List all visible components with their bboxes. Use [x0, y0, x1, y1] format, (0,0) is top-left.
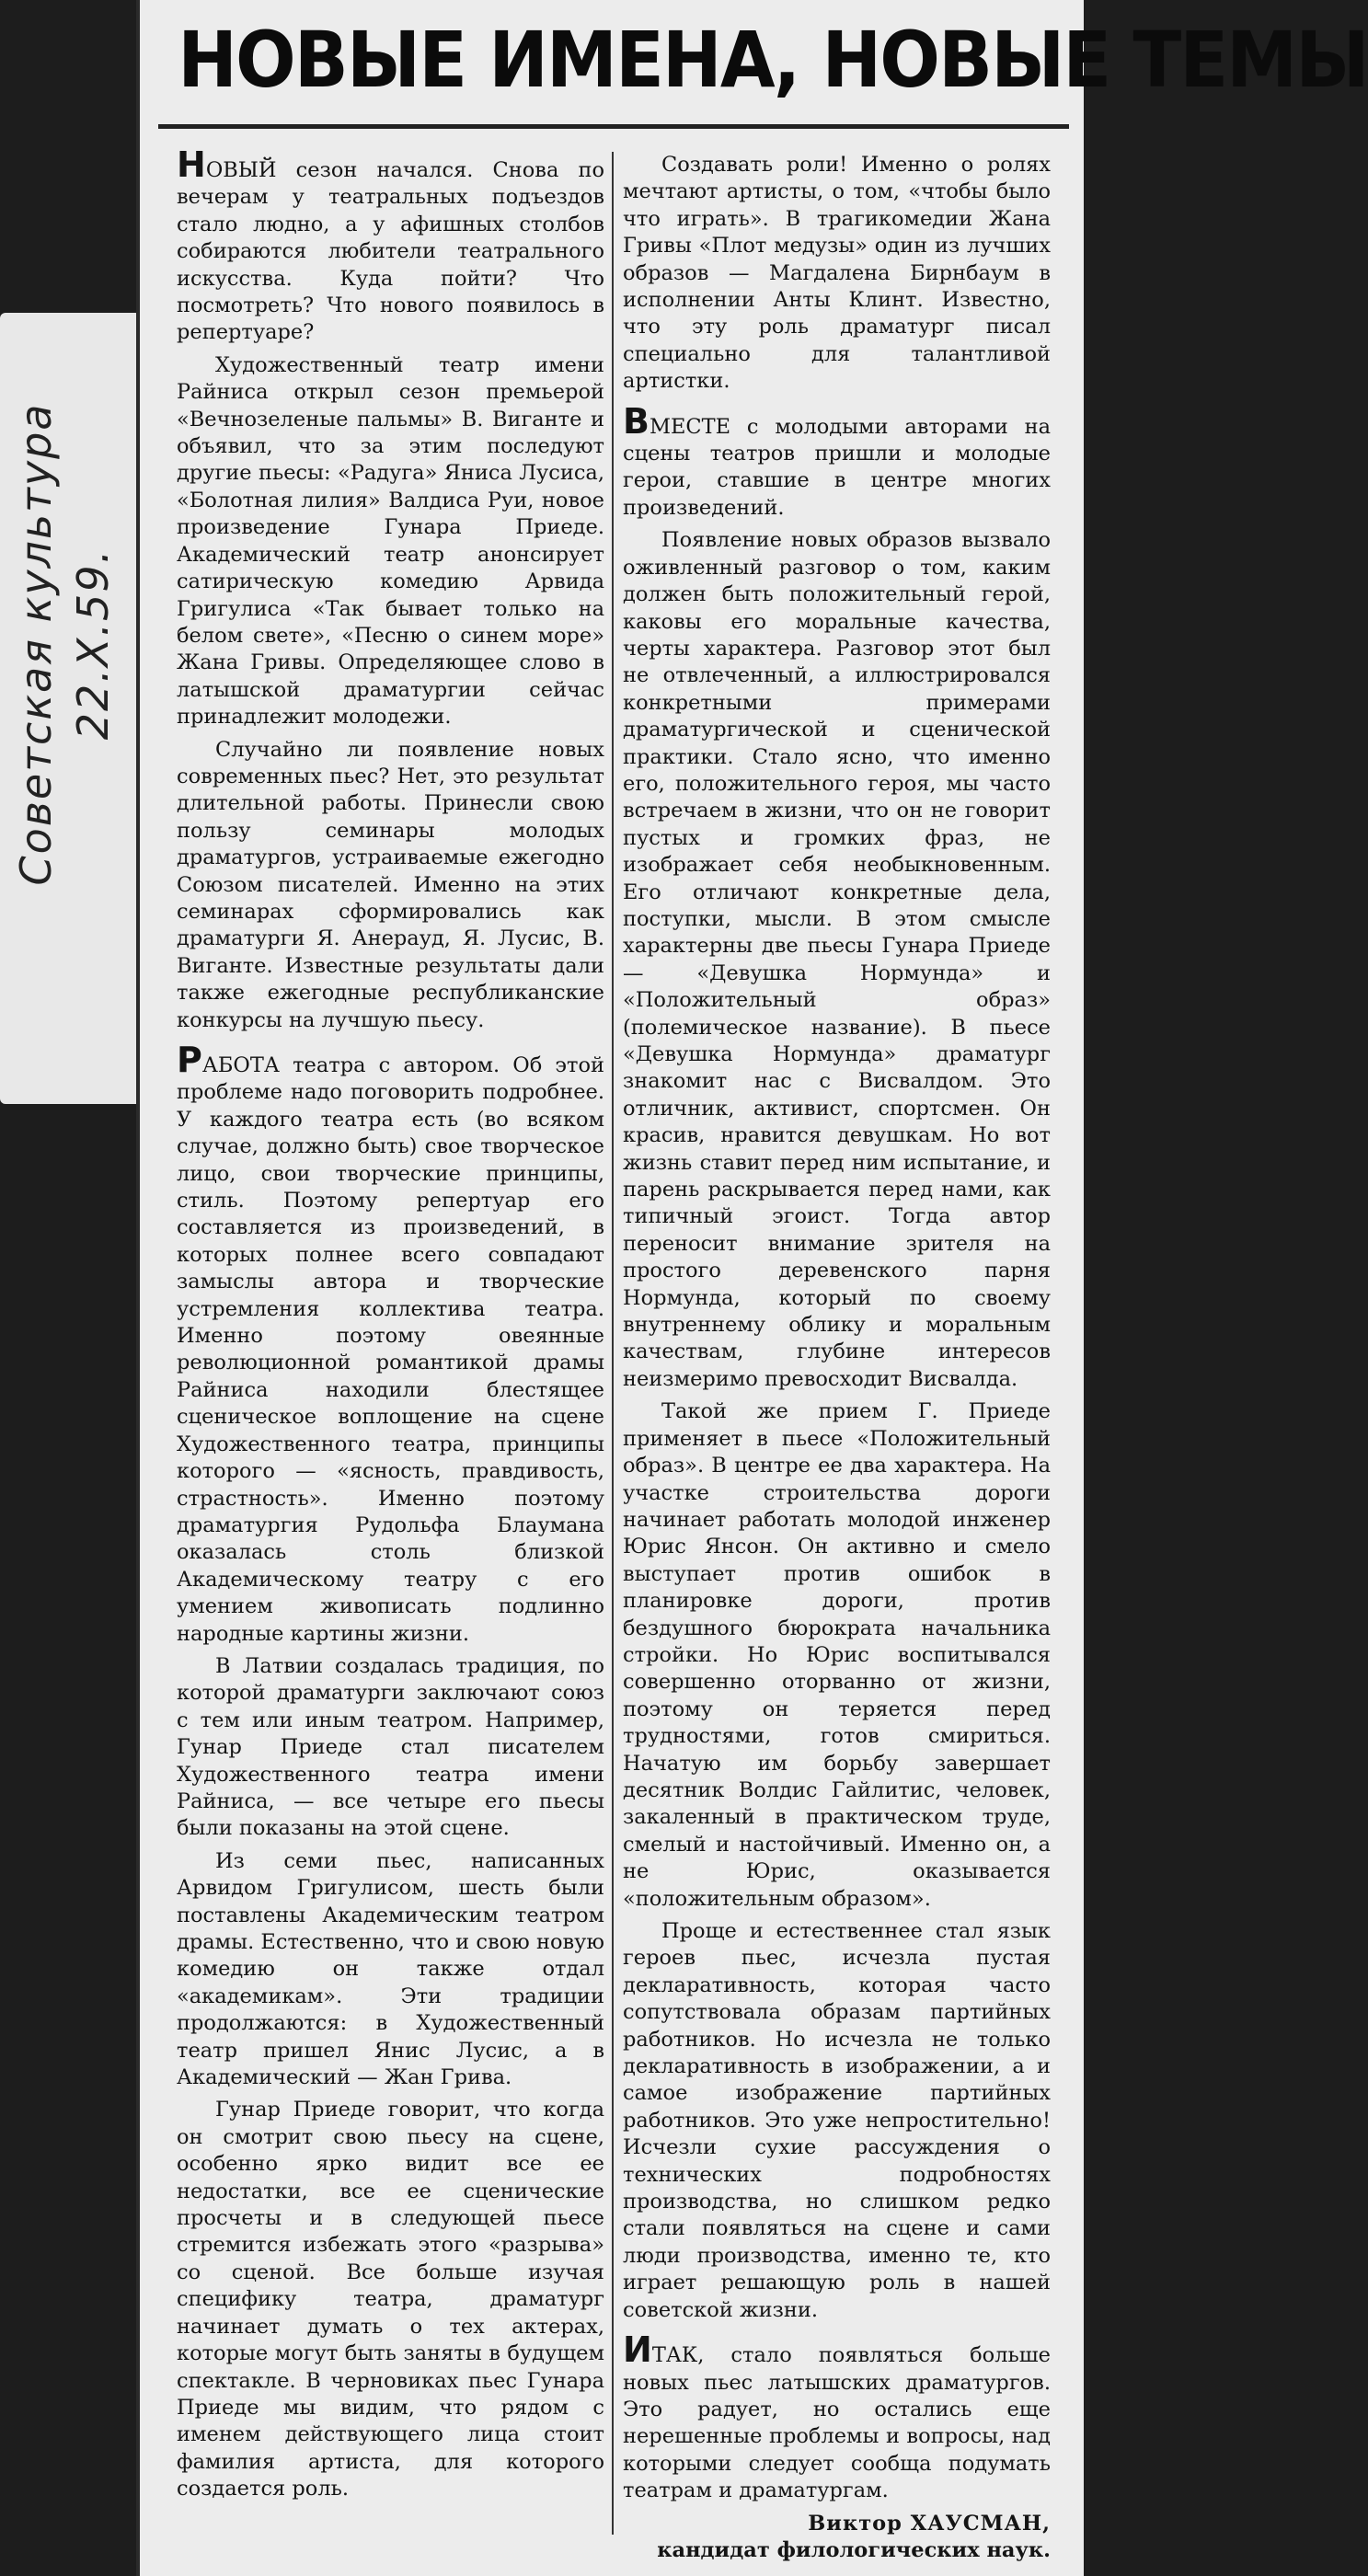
- annotation-line-2: 22.X.59.: [68, 547, 118, 741]
- annotation-line-1: Советская культура: [11, 402, 61, 886]
- article-paragraph: Гунар Приеде говорит, что когда он смотрит свою пьесу на сцене, особенно ярко видит все ее недостатки, все ее сценические просчеты и в следующей пьесе стремится избежать этого «разрыва» со сценой. Все больше изучая специфику театра, драматург начинает думать о тех актерах, которые могут быть заняты в будущем спектакле. В черновиках пьес Гунара Приеде мы видим, что рядом с именем действующего лица стоит фамилия артиста, для которого создается роль.: [177, 2098, 604, 2501]
- article-paragraph: ИТАК, стало появляться больше новых пьес латышских драматургов. Это радует, но остались еще нерешенные проблемы и вопросы, над которыми следует сообща подумать театрам и драматургам.: [623, 2329, 1051, 2503]
- article-column-left: [177, 144, 604, 2509]
- article-paragraph: НОВЫЙ сезон начался. Снова по вечерам у театральных подъездов стало людно, а у афишных столбов собираются любители театрального искусства. Куда пойти? Что посмотреть? Что нового появилось в репертуаре?: [177, 144, 604, 345]
- article-paragraph: РАБОТА театра с автором. Об этой проблеме надо поговорить подробнее. У каждого театра есть (во всяком случае, должно быть) свое творческое лицо, свои творческие принципы, стиль. Поэтому репертуар его составляется из произведений, в которых полнее всего совпадают замыслы автора и творческие устремления коллектива театра. Именно поэтому овеянные революционной романтикой драмы Райниса находили блестящее сценическое воплощение на сцене Художественного театра, принципы которого — «ясность, правдивость, страстность». Именно поэтому драматургия Рудольфа Блаумана оказалась столь близкой Академическому театру с его умением живописать подлинно народные картины жизни.: [177, 1040, 604, 1646]
- column-divider: [612, 152, 614, 2535]
- article-paragraph: Из семи пьес, написанных Арвидом Григулисом, шесть были поставлены Академическим театром драмы. Естественно, что и свою новую комедию он также отдал «академикам». Эти традиции продолжаются: в Художественный театр пришел Янис Лусис, а в Академический — Жан Грива.: [177, 1848, 604, 2090]
- article-paragraph: Случайно ли появление новых современных пьес? Нет, это результат длительной работы. Принесли свою пользу семинары молодых драматургов, устраиваемые ежегодно Союзом писателей. Именно на этих семинарах сформировались как драматурги Я. Анерауд, Я. Лусис, В. Виганте. Известные результаты дали также ежегодные республиканские конкурсы на лучшую пьесу.: [177, 737, 604, 1032]
- article-paragraph: Художественный театр имени Райниса открыл сезон премьерой «Вечнозеленые пальмы» В. Виганте и объявил, что за этим последуют другие пьесы: «Радуга» Яниса Лусиса, «Болотная лилия» Валдиса Руи, новое произведение Гунара Приеде. Академический театр анонсирует сатирическую комедию Арвида Григулиса «Так бывает только на белом свете», «Песню о синем море» Жана Гривы. Определяющее слово в латышской драматургии сейчас принадлежит молодежи.: [177, 352, 604, 730]
- headline-rule: [158, 124, 1069, 129]
- article-paragraph: Появление новых образов вызвало оживленный разговор о том, каким должен быть положительный герой, каковы его моральные качества, черты характера. Разговор этот был не отвлеченный, а иллюстрировался конкретными примерами драматургической и сценической практики. Стало ясно, что именно его, положительного героя, мы часто встречаем в жизни, что он не говорит пустых и громких фраз, не изображает себя необыкновенным. Его отличают конкретные дела, поступки, мысли. В этом смысле характерны две пьесы Гунара Приеде — «Девушка Нормунда» и «Положительный образ» (полемическое название). В пьесе «Девушка Нормунда» драматург знакомит нас с Висвалдом. Это отличник, активист, спортсмен. Он красив, нравится девушкам. Но вот жизнь ставит перед ним испытание, и парень раскрывается перед нами, как типичный эгоист. Тогда автор переносит внимание зрителя на простого деревенского парня Нормунда, который по своему внутреннему облику и моральным качествам, глубине интересов неизмеримо превосходит Висвалда.: [623, 528, 1051, 1391]
- handwritten-annotation: [7, 294, 121, 994]
- article-paragraph: Такой же прием Г. Приеде применяет в пьесе «Положительный образ». В центре ее два характера. На участке строительства дороги начинает работать молодой инженер Юрис Янсон. Он активно и смело выступает против ошибок в планировке дороги, против бездушного бюрократа начальника стройки. Но Юрис воспитывался совершенно оторванно от жизни, поэтому он теряется перед трудностями, готов смириться. Начатую им борьбу завершает десятник Волдис Гайлитис, человек, закаленный в практическом труде, смелый и настойчивый. Именно он, а не Юрис, оказывается «положительным образом».: [623, 1399, 1051, 1911]
- article-paragraph: ВМЕСТЕ с молодыми авторами на сцены театров пришли и молодые герои, ставшие в центре многих произведений.: [623, 400, 1051, 520]
- newspaper-clipping: [136, 0, 1368, 2576]
- author-name: Виктор ХАУСМАН,: [808, 2511, 1051, 2536]
- article-headline: НОВЫЕ ИМЕНА, НОВЫЕ ТЕМЫ: [178, 15, 1368, 105]
- article-paragraph: Создавать роли! Именно о ролях мечтают артисты, о том, «чтобы было что играть». В трагикомедии Жана Гривы «Плот медузы» один из лучших образов — Магдалена Бирнбаум в исполнении Анты Клинт. Известно, что эту роль драматург писал специально для талантливой артистки.: [623, 153, 1051, 394]
- article-signature: [623, 2511, 1051, 2565]
- article-paragraph: Проще и естественнее стал язык героев пьес, исчезла пустая декларативность, которая часто сопутствовала образам партийных работников. Но исчезла не только декларативность в изображении, а и самое изображение партийных работников. Это уже непростительно! Исчезли сухие рассуждения о технических подробностях производства, но слишком редко стали появляться на сцене и сами люди производства, именно те, кто играет решающую роль в нашей советской жизни.: [623, 1919, 1051, 2322]
- article-column-right: [623, 152, 1051, 2564]
- author-title: кандидат филологических наук.: [657, 2537, 1051, 2562]
- article-paragraph: В Латвии создалась традиция, по которой драматурги заключают союз с тем или иным театром. Например, Гунар Приеде стал писателем Художественного театра имени Райниса, — все четыре его пьесы были показаны на этой сцене.: [177, 1653, 604, 1841]
